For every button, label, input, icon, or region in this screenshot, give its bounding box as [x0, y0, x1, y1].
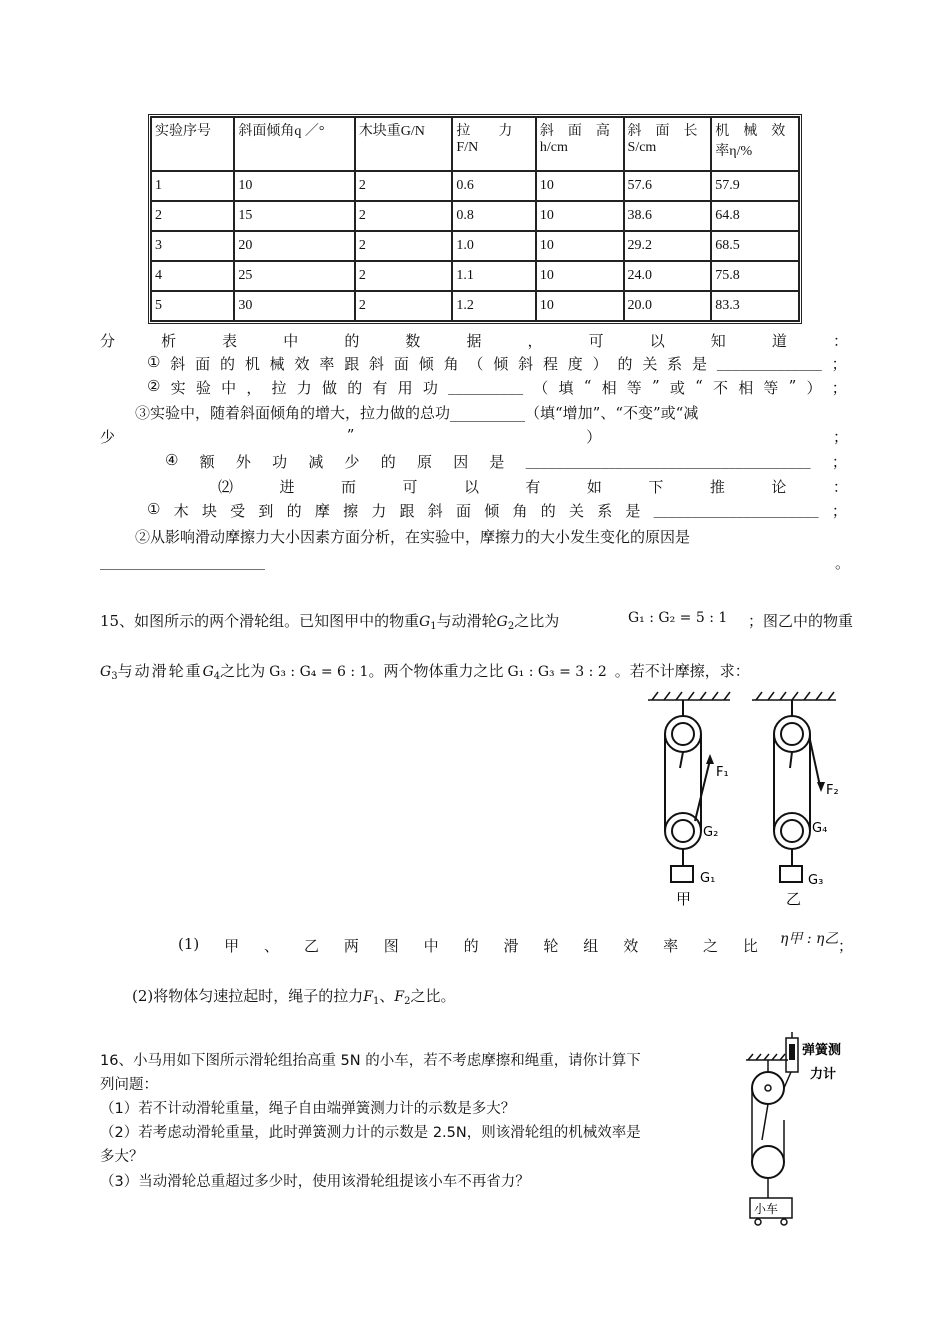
label-g4: G₄	[812, 821, 828, 836]
table-cell: 10	[234, 171, 354, 201]
experiment-table	[148, 114, 802, 324]
table-cell: 30	[234, 291, 354, 321]
table-header-row	[151, 117, 799, 171]
table-cell: 10	[536, 171, 624, 201]
g1-symbol: $G_1$	[419, 614, 437, 632]
table-cell: 1.1	[452, 261, 535, 291]
table-cell: 25	[234, 261, 354, 291]
table-cell: 57.9	[711, 171, 799, 201]
q15-sub1: (1) 甲 、 乙 两 图 中 的 滑 轮 组 效 率 之 比	[178, 935, 758, 955]
label-yi: 乙	[786, 890, 802, 908]
table-cell: 0.6	[452, 171, 535, 201]
part2-intro: ⑵ 进 而 可 以 有 如 下 推 论 ：	[218, 478, 848, 496]
table-cell: 3	[151, 231, 234, 261]
q16-line2: 列问题：	[100, 1077, 158, 1093]
table-cell: 24.0	[624, 261, 712, 291]
table-header-cell: 木块重G/N	[355, 117, 453, 171]
part1-item4: ④ 额 外 功 减 少 的 原 因 是 ______________________________________ ；	[165, 451, 847, 471]
table-cell: 68.5	[711, 231, 799, 261]
weight-g1	[671, 866, 693, 882]
table-cell: 64.8	[711, 201, 799, 231]
table-row	[151, 231, 799, 261]
ratio-g1-g2: G₁ : G₂ = 5 : 1	[628, 610, 728, 626]
label-f1: F₁	[716, 765, 729, 780]
fixed-pulley-16	[752, 1072, 784, 1104]
table-cell: 1	[151, 171, 234, 201]
ratio-g1-g3: G₁ : G₃ = 3 : 2	[507, 664, 607, 680]
table-cell: 1.0	[452, 231, 535, 261]
part1-item1: ① 斜 面 的 机 械 效 率 跟 斜 面 倾 角 （ 倾 斜 程 度 ） 的 关 系 是 ______________ ；	[147, 353, 847, 373]
pulley-figure-15	[640, 688, 850, 913]
table-cell: 10	[536, 231, 624, 261]
table-row	[151, 201, 799, 231]
table-cell: 2	[355, 201, 453, 231]
label-g2: G₂	[703, 825, 719, 840]
ceiling-right	[752, 692, 836, 700]
label-g3: G₃	[808, 873, 824, 888]
table-cell: 20.0	[624, 291, 712, 321]
q15-line1-end: ；图乙中的物重	[748, 612, 854, 630]
table-cell: 29.2	[624, 231, 712, 261]
table-cell: 83.3	[711, 291, 799, 321]
table-header-cell: 斜 面 长 S/cm	[624, 117, 712, 171]
ratio-g3-g4: G₃ : G₄ = 6 : 1	[269, 664, 369, 680]
table-cell: 5	[151, 291, 234, 321]
arrow-f2	[817, 782, 825, 792]
q15-line1: 15、如图所示的两个滑轮组。已知图甲中的物重$G_1$与动滑轮$G_2$之比为	[100, 612, 560, 632]
table-cell: 20	[234, 231, 354, 261]
table-header-cell: 斜面倾角q ／°	[234, 117, 354, 171]
fixed-pulley-left	[665, 716, 701, 752]
table-cell: 2	[355, 291, 453, 321]
part2-item2b: ______________________	[100, 552, 265, 570]
q16-line6: （3）当动滑轮总重超过多少时，使用该滑轮组提该小车不再省力？	[100, 1174, 530, 1190]
label-spring-scale-a: 弹簧测	[802, 1043, 842, 1058]
weight-g3	[780, 866, 802, 882]
table-cell: 10	[536, 291, 624, 321]
table-header-cell: 机 械 效 率η/%	[711, 117, 799, 171]
q16-line3: （1）若不计动滑轮重量，绳子自由端弹簧测力计的示数是多大？	[100, 1101, 516, 1117]
table-header-cell: 斜 面 高 h/cm	[536, 117, 624, 171]
part2-item2-end: 。	[835, 554, 851, 572]
label-cart: 小车	[754, 1202, 779, 1216]
table-cell: 4	[151, 261, 234, 291]
pulley-figure-16	[740, 1030, 852, 1230]
eta-ratio: η甲 : η乙	[780, 931, 839, 947]
table-cell: 0.8	[452, 201, 535, 231]
table-row	[151, 261, 799, 291]
label-jia: 甲	[676, 890, 692, 908]
label-g1: G₁	[700, 871, 716, 886]
part1-item3a: ③实验中，随着斜面倾角的增大，拉力做的总功__________（填“增加”、“不变”或“减	[135, 404, 699, 422]
table-cell: 2	[151, 201, 234, 231]
part1-intro: 分 析 表 中 的 数 据 ， 可 以 知 道 ：	[100, 332, 848, 350]
table-cell: 15	[234, 201, 354, 231]
g4-symbol: $G_4$	[202, 664, 221, 682]
q16-line4: （2）若考虑动滑轮重量，此时弹簧测力计的示数是 2.5N，则该滑轮组的机械效率是	[100, 1125, 641, 1141]
g3-symbol: $G_3$	[100, 664, 118, 682]
table-cell: 2	[355, 261, 453, 291]
part2-item2a: ②从影响滑动摩擦力大小因素方面分析，在实验中，摩擦力的大小发生变化的原因是	[135, 528, 691, 546]
table-cell: 38.6	[624, 201, 712, 231]
arrow-f1	[706, 754, 714, 764]
part1-item3b: 少 ” ） ；	[100, 426, 848, 446]
q15-sub1-end: ；	[838, 937, 854, 955]
moving-pulley-16	[752, 1146, 784, 1178]
q15-sub2: (2)将物体匀速拉起时，绳子的拉力$F_1$、$F_2$之比。	[132, 987, 456, 1007]
table-cell: 10	[536, 261, 624, 291]
g2-symbol: $G_2$	[496, 614, 515, 632]
ceiling-left	[648, 692, 730, 700]
part1-item2: ② 实 验 中 ， 拉 力 做 的 有 用 功 __________ （ 填 “ 相 等 ” 或 “ 不 相 等 ” ） ；	[147, 377, 847, 397]
table-cell: 10	[536, 201, 624, 231]
label-spring-scale-b: 力计	[810, 1067, 837, 1082]
table-row	[151, 171, 799, 201]
table-cell: 2	[355, 171, 453, 201]
table-header-cell: 拉 力 F/N	[452, 117, 535, 171]
table-cell: 1.2	[452, 291, 535, 321]
part2-item1: ① 木 块 受 到 的 摩 擦 力 跟 斜 面 倾 角 的 关 系 是 ______________________ ；	[147, 500, 847, 520]
f1-symbol: $F_1$	[363, 989, 380, 1007]
q16-line1: 16、小马用如下图所示滑轮组抬高重 5N 的小车，若不考虑摩擦和绳重，请你计算下	[100, 1053, 641, 1069]
table-cell: 75.8	[711, 261, 799, 291]
table-row	[151, 291, 799, 321]
q16-line5: 多大？	[100, 1149, 144, 1165]
table-cell: 2	[355, 231, 453, 261]
fixed-pulley-right	[774, 716, 810, 752]
q15-line2: $G_3$与动滑轮重$G_4$之比为 G₃ : G₄ = 6 : 1。两个物体重力之比 G₁ : G₃ = 3 : 2 。若不计摩擦，求：	[100, 662, 750, 682]
f2-symbol: $F_2$	[394, 989, 411, 1007]
table-header-cell: 实验序号	[151, 117, 234, 171]
label-f2: F₂	[826, 783, 839, 798]
moving-pulley-right	[774, 813, 810, 849]
table-cell: 57.6	[624, 171, 712, 201]
